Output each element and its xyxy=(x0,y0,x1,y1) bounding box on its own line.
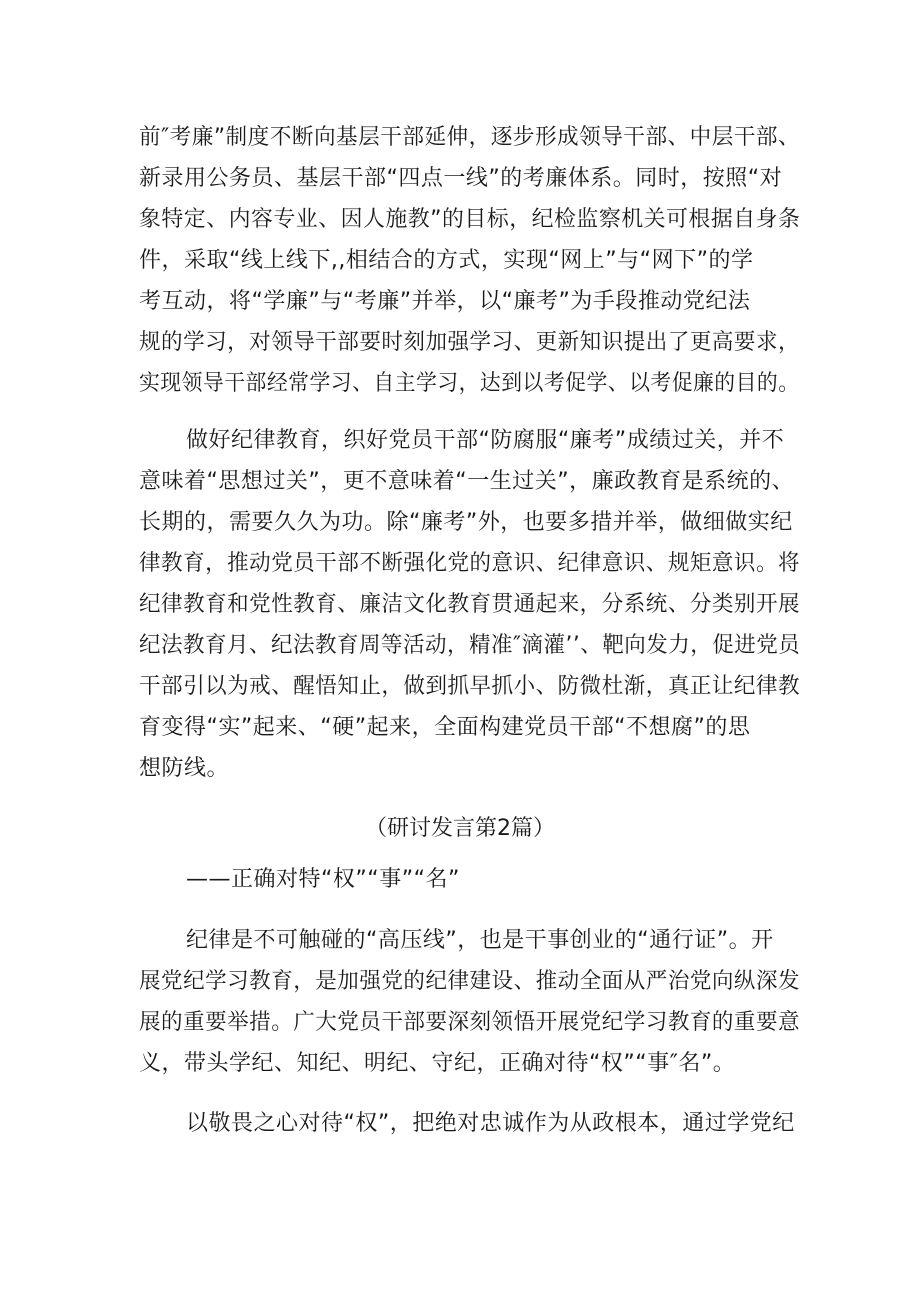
paragraph-1-line-4: 件，采取“线上线下,,相结合的方式，实现“网上”与“网下”的学 xyxy=(139,248,754,273)
paragraph-3-line-3: 展的重要举措。广大党员干部要深刻领悟开展党纪学习教育的重要意 xyxy=(139,1010,801,1035)
paragraph-1-line-6: 规的学习，对领导干部要时刻加强学习、更新知识提出了更高要求， xyxy=(139,330,801,355)
paragraph-2-line-9: 想防线。 xyxy=(139,756,230,781)
paragraph-2-line-2: 意味着“思想过关”，更不意味着“一生过关”，廉政教育是系统的、 xyxy=(139,469,795,494)
paragraph-1-line-5: 考互动，将“学廉”与“考廉”并举，以“廉考”为手段推动党纪法 xyxy=(139,289,751,314)
paragraph-3-line-2: 展党纪学习教育，是加强党的纪律建设、推动全面从严治党向纵深发 xyxy=(139,969,801,994)
paragraph-2-line-8: 育变得“实”起来、“硬”起来，全面构建党员干部“不想腐”的思 xyxy=(139,715,751,740)
subtitle: ——正确对特“权”“事”“名” xyxy=(186,867,460,892)
paragraph-2-line-1: 做好纪律教育，织好党员干部“防腐服“廉考”成绩过关，并不 xyxy=(186,428,785,453)
paragraph-3-line-1: 纪律是不可触碰的“高压线”，也是干事创业的“通行证”。开 xyxy=(186,928,774,953)
paragraph-1-line-2: 新录用公务员、基层干部“四点一线”的考廉体系。同时，按照“对 xyxy=(139,166,783,191)
paragraph-3-line-4: 义，带头学纪、知纪、明纪、守纪，正确对待“权”“事″名”。 xyxy=(139,1051,736,1076)
paragraph-2-line-6: 纪法教育月、纪法教育周等活动，精准″滴灌’’、靶向发力，促进党员 xyxy=(139,633,801,658)
paragraph-2-line-5: 纪律教育和党性教育、廉洁文化教育贯通起来，分系统、分类别开展 xyxy=(139,592,801,617)
paragraph-2-line-7: 干部引以为戒、醒悟知止，做到抓早抓小、防微杜渐，真正让纪律教 xyxy=(139,674,801,699)
paragraph-4-line-1: 以敬畏之心对待“权”，把绝对忠诚作为从政根本，通过学党纪 xyxy=(186,1111,795,1136)
section-title: （研讨发言第2篇） xyxy=(365,816,555,841)
paragraph-1-line-7: 实现领导干部经常学习、自主学习，达到以考促学、以考促廉的目的。 xyxy=(139,371,800,396)
paragraph-2-line-3: 长期的，需要久久为功。除“廉考”外，也要多措并举，做细做实纪 xyxy=(139,510,793,535)
paragraph-2-line-4: 律教育，推动党员干部不断强化党的意识、纪律意识、规矩意识。将 xyxy=(139,551,801,576)
paragraph-1-line-1: 前″考廉”制度不断向基层干部延伸，逐步形成领导干部、中层干部、 xyxy=(139,125,801,150)
paragraph-1-line-3: 象特定、内容专业、因人施教”的目标，纪检监察机关可根据自身条 xyxy=(139,207,801,232)
